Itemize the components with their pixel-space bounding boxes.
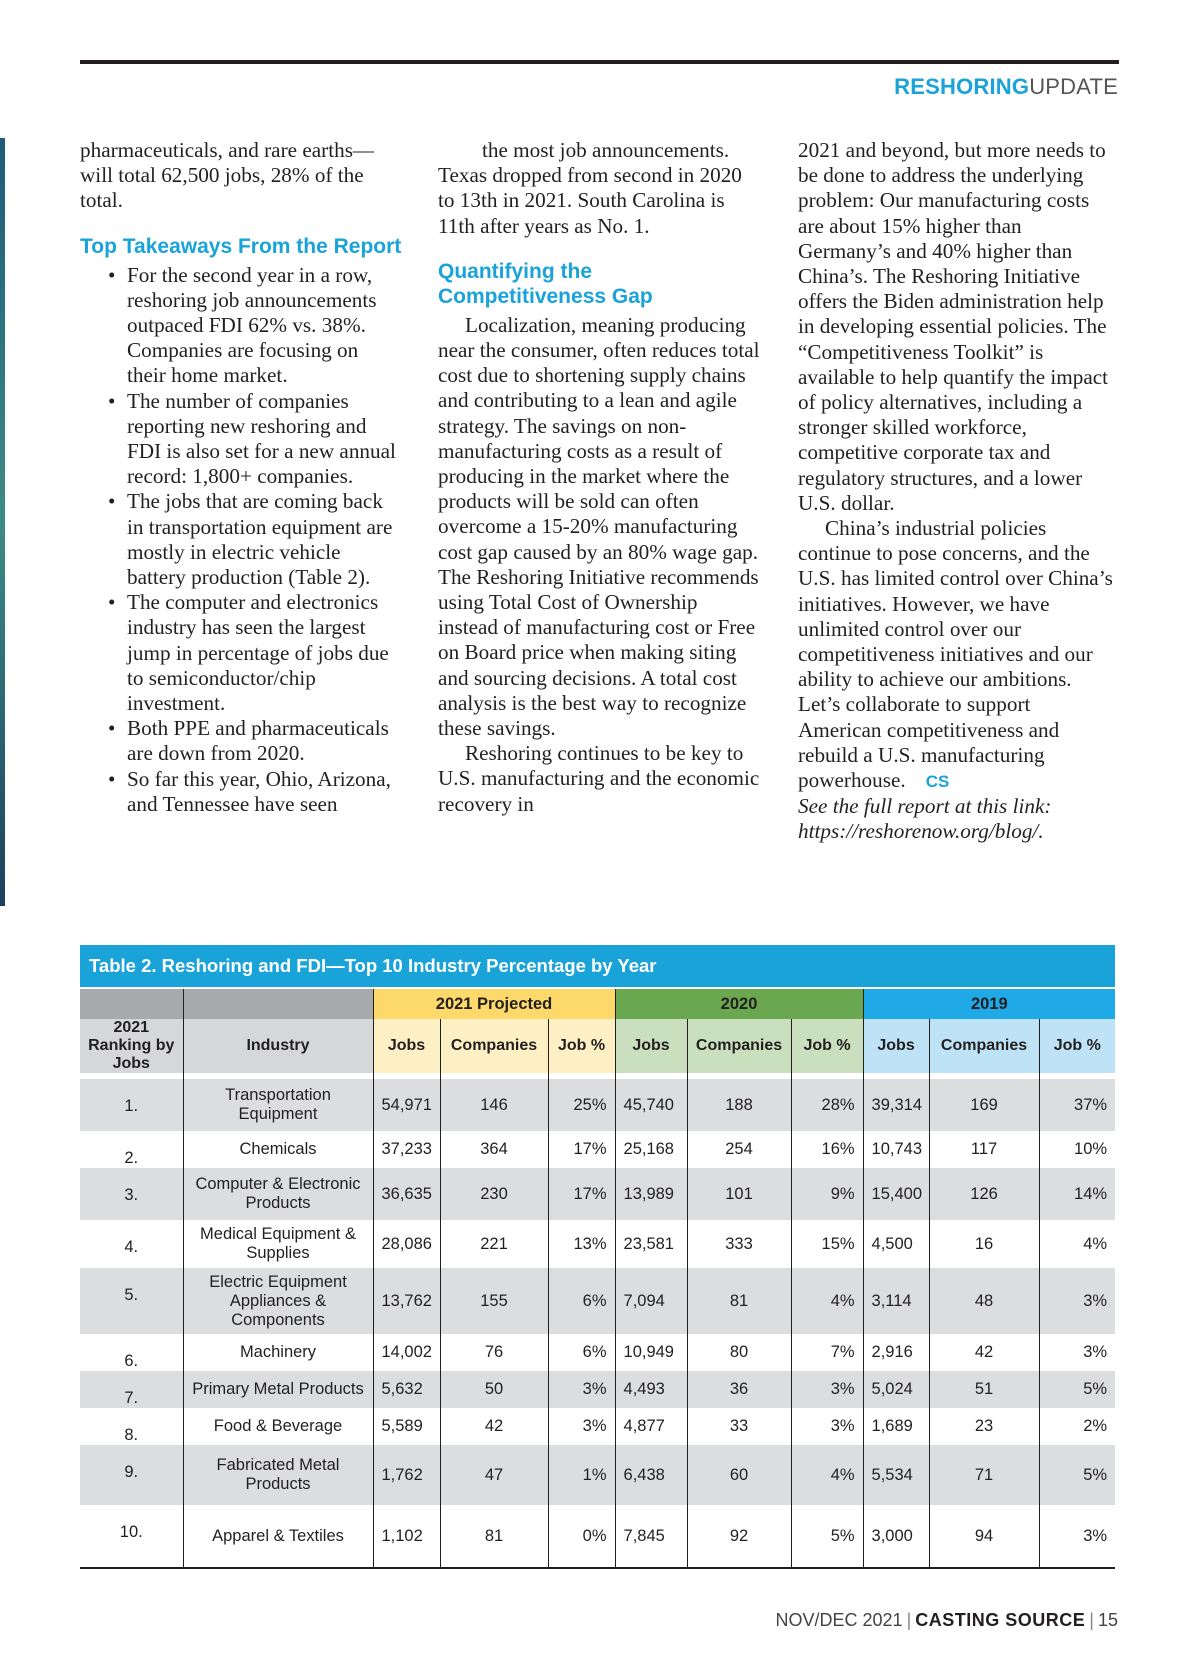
companies-cell: 230 [440, 1168, 548, 1220]
article-column-3 [798, 138, 1118, 845]
footer-separator: | [906, 1610, 912, 1630]
job-pct-cell: 16% [791, 1131, 863, 1168]
jobs-cell: 45,740 [615, 1079, 687, 1131]
companies-cell: 23 [929, 1408, 1039, 1445]
jobs-cell: 10,743 [863, 1131, 929, 1168]
job-pct-cell: 25% [548, 1079, 615, 1131]
jobs-cell: 39,314 [863, 1079, 929, 1131]
jobs-cell: 4,493 [615, 1371, 687, 1408]
job-pct-cell: 17% [548, 1131, 615, 1168]
page-edge-photo-strip [0, 138, 5, 906]
job-pct-cell: 0% [548, 1505, 615, 1567]
industry-cell: Medical Equipment & Supplies [183, 1220, 373, 1268]
companies-cell: 81 [440, 1505, 548, 1567]
industry-cell: Transportation Equipment [183, 1079, 373, 1131]
job-pct-cell: 13% [548, 1220, 615, 1268]
companies-cell: 60 [687, 1445, 791, 1505]
end-mark: CS [925, 772, 950, 792]
takeaway-item: • The computer and electronics industry has seen the largest jump in percentage of jobs due to semiconductor/chip investment. [80, 590, 402, 716]
article-column-1 [80, 138, 402, 817]
table-bottom-rule [80, 1567, 1115, 1569]
companies-cell: 76 [440, 1334, 548, 1371]
job-pct-cell: 6% [548, 1268, 615, 1334]
jobs-cell: 6,438 [615, 1445, 687, 1505]
column2-paragraph-2: Reshoring continues to be key to U.S. manufacturing and the economic recovery in [438, 741, 760, 816]
job-pct-cell: 4% [791, 1445, 863, 1505]
rank-cell: 3. [80, 1168, 183, 1220]
companies-cell: 333 [687, 1220, 791, 1268]
industry-cell: Food & Beverage [183, 1408, 373, 1445]
job-pct-cell: 5% [791, 1505, 863, 1567]
takeaway-item: • The jobs that are coming back in transportation equipment are mostly in electric vehicle battery production (Table 2). [80, 489, 402, 590]
jobs-cell: 1,102 [373, 1505, 440, 1567]
jobs-cell: 1,762 [373, 1445, 440, 1505]
companies-cell: 51 [929, 1371, 1039, 1408]
takeaway-item: • The number of companies reporting new reshoring and FDI is also set for a new annual record: 1,800+ companies. [80, 389, 402, 490]
industry-cell: Fabricated Metal Products [183, 1445, 373, 1505]
jobs-cell: 54,971 [373, 1079, 440, 1131]
industry-cell: Computer & Electronic Products [183, 1168, 373, 1220]
jobs-cell: 1,689 [863, 1408, 929, 1445]
jobs-cell: 4,500 [863, 1220, 929, 1268]
table-row [80, 1371, 1115, 1408]
rank-cell: 8. [80, 1408, 183, 1445]
takeaway-item: • Both PPE and pharmaceuticals are down from 2020. [80, 716, 402, 766]
companies-cell: 94 [929, 1505, 1039, 1567]
job-pct-cell: 5% [1039, 1371, 1115, 1408]
column3-paragraph-2 [798, 516, 1118, 794]
magazine-name: CASTING SOURCE [915, 1610, 1086, 1630]
section-label-light: UPDATE [1029, 74, 1118, 99]
footer-separator: | [1089, 1610, 1094, 1630]
group-2019: 2019 [863, 989, 1115, 1019]
group-header-row [80, 989, 1115, 1019]
companies-cell: 50 [440, 1371, 548, 1408]
subhead-top-takeaways: Top Takeaways From the Report [80, 234, 402, 258]
companies-cell: 42 [440, 1408, 548, 1445]
jobs-cell: 3,114 [863, 1268, 929, 1334]
companies-cell: 254 [687, 1131, 791, 1168]
rank-cell: 5. [80, 1268, 183, 1334]
group-blank [183, 989, 373, 1019]
table-row [80, 1220, 1115, 1268]
companies-header: Companies [929, 1019, 1039, 1073]
companies-cell: 117 [929, 1131, 1039, 1168]
companies-cell: 188 [687, 1079, 791, 1131]
table-row [80, 1334, 1115, 1371]
report-note-line-1: See the full report at this link: [798, 794, 1052, 819]
table-title: Table 2. Reshoring and FDI—Top 10 Industry Percentage by Year [80, 945, 1115, 987]
job-pct-header: Job % [791, 1019, 863, 1073]
group-2020: 2020 [615, 989, 863, 1019]
job-pct-cell: 3% [548, 1408, 615, 1445]
companies-cell: 155 [440, 1268, 548, 1334]
jobs-cell: 28,086 [373, 1220, 440, 1268]
rank-cell: 9. [80, 1445, 183, 1505]
jobs-header: Jobs [615, 1019, 687, 1073]
job-pct-cell: 3% [1039, 1268, 1115, 1334]
issue-date: NOV/DEC 2021 [775, 1610, 903, 1630]
table-row [80, 1505, 1115, 1567]
table-row [80, 1168, 1115, 1220]
job-pct-header: Job % [1039, 1019, 1115, 1073]
jobs-cell: 36,635 [373, 1168, 440, 1220]
job-pct-cell: 6% [548, 1334, 615, 1371]
companies-cell: 169 [929, 1079, 1039, 1131]
page-footer [776, 1610, 1118, 1631]
companies-cell: 221 [440, 1220, 548, 1268]
report-link: https://reshorenow.org/blog/. [798, 819, 1044, 844]
table-row [80, 1408, 1115, 1445]
rank-header: 2021 Ranking by Jobs [80, 1019, 183, 1073]
group-blank [80, 989, 183, 1019]
job-pct-cell: 9% [791, 1168, 863, 1220]
jobs-cell: 5,589 [373, 1408, 440, 1445]
jobs-cell: 10,949 [615, 1334, 687, 1371]
jobs-cell: 13,989 [615, 1168, 687, 1220]
companies-cell: 33 [687, 1408, 791, 1445]
job-pct-cell: 4% [791, 1268, 863, 1334]
job-pct-cell: 17% [548, 1168, 615, 1220]
companies-cell: 81 [687, 1268, 791, 1334]
companies-cell: 80 [687, 1334, 791, 1371]
job-pct-cell: 2% [1039, 1408, 1115, 1445]
companies-cell: 47 [440, 1445, 548, 1505]
job-pct-cell: 1% [548, 1445, 615, 1505]
jobs-cell: 13,762 [373, 1268, 440, 1334]
job-pct-cell: 5% [1039, 1445, 1115, 1505]
jobs-cell: 37,233 [373, 1131, 440, 1168]
rank-cell: 2. [80, 1131, 183, 1168]
column1-lead: pharmaceuticals, and rare earths—will total 62,500 jobs, 28% of the total. [80, 138, 375, 213]
jobs-cell: 7,094 [615, 1268, 687, 1334]
companies-cell: 92 [687, 1505, 791, 1567]
industry-cell: Electric Equipment Appliances & Components [183, 1268, 373, 1334]
jobs-cell: 23,581 [615, 1220, 687, 1268]
jobs-cell: 25,168 [615, 1131, 687, 1168]
group-2021: 2021 Projected [373, 989, 615, 1019]
job-pct-cell: 7% [791, 1334, 863, 1371]
rank-cell: 6. [80, 1334, 183, 1371]
industry-header: Industry [183, 1019, 373, 1073]
takeaway-item: • So far this year, Ohio, Arizona, and Tennessee have seen [80, 767, 402, 817]
companies-cell: 146 [440, 1079, 548, 1131]
companies-header: Companies [440, 1019, 548, 1073]
table-row [80, 1268, 1115, 1334]
job-pct-cell: 37% [1039, 1079, 1115, 1131]
job-pct-cell: 3% [791, 1408, 863, 1445]
industry-cell: Chemicals [183, 1131, 373, 1168]
rank-cell: 1. [80, 1079, 183, 1131]
jobs-cell: 5,632 [373, 1371, 440, 1408]
jobs-cell: 4,877 [615, 1408, 687, 1445]
companies-cell: 36 [687, 1371, 791, 1408]
section-label [894, 74, 1118, 100]
column2-lead: the most job announcements. Texas dropped from second in 2020 to 13th in 2021. South Carolina is 11th after years as No. 1. [438, 138, 742, 238]
jobs-cell: 5,024 [863, 1371, 929, 1408]
takeaway-item: • For the second year in a row, reshoring job announcements outpaced FDI 62% vs. 38%. Companies are focusing on their home market. [80, 263, 402, 389]
job-pct-cell: 3% [1039, 1505, 1115, 1567]
jobs-cell: 7,845 [615, 1505, 687, 1567]
companies-cell: 101 [687, 1168, 791, 1220]
companies-cell: 48 [929, 1268, 1039, 1334]
companies-cell: 16 [929, 1220, 1039, 1268]
companies-cell: 126 [929, 1168, 1039, 1220]
table-row [80, 1445, 1115, 1505]
page-number: 15 [1097, 1610, 1118, 1630]
section-label-bold: RESHORING [894, 74, 1030, 99]
job-pct-cell: 3% [791, 1371, 863, 1408]
companies-cell: 364 [440, 1131, 548, 1168]
companies-cell: 71 [929, 1445, 1039, 1505]
jobs-cell: 3,000 [863, 1505, 929, 1567]
job-pct-header: Job % [548, 1019, 615, 1073]
top-rule [80, 60, 1119, 64]
industry-cell: Machinery [183, 1334, 373, 1371]
takeaways-list [80, 263, 402, 817]
table-row [80, 1131, 1115, 1168]
table-row [80, 1079, 1115, 1131]
job-pct-cell: 3% [1039, 1334, 1115, 1371]
jobs-cell: 2,916 [863, 1334, 929, 1371]
article-column-2 [438, 138, 762, 817]
jobs-cell: 14,002 [373, 1334, 440, 1371]
job-pct-cell: 15% [791, 1220, 863, 1268]
job-pct-cell: 10% [1039, 1131, 1115, 1168]
rank-cell: 7. [80, 1371, 183, 1408]
jobs-header: Jobs [863, 1019, 929, 1073]
jobs-cell: 5,534 [863, 1445, 929, 1505]
column3-paragraph-1: 2021 and beyond, but more needs to be done to address the underlying problem: Our manufacturing costs are about 15% higher than Germany’s and 40% higher than China’s. The Reshoring Initiative offers the Biden administration help in developing essential policies. The “Competitiveness Toolkit” is available to help quantify the impact of policy alternatives, including a stronger skilled workforce, competitive corporate tax and regulatory structures, and a lower U.S. dollar. [798, 138, 1109, 515]
job-pct-cell: 14% [1039, 1168, 1115, 1220]
job-pct-cell: 28% [791, 1079, 863, 1131]
rank-cell: 10. [80, 1505, 183, 1567]
job-pct-cell: 3% [548, 1371, 615, 1408]
companies-header: Companies [687, 1019, 791, 1073]
table-body [80, 1079, 1115, 1567]
column3-paragraph-2-text: China’s industrial policies continue to pose concerns, and the U.S. has limited control over China’s initiatives. However, we have unlimited control over our competitiveness initiatives and our ability to achieve our ambitions. Let’s collaborate to support American competitiveness and rebuild a U.S. manufacturing powerhouse. [798, 516, 1113, 793]
jobs-header: Jobs [373, 1019, 440, 1073]
data-table [80, 989, 1115, 1567]
job-pct-cell: 4% [1039, 1220, 1115, 1268]
column-header-row [80, 1019, 1115, 1073]
industry-cell: Apparel & Textiles [183, 1505, 373, 1567]
subhead-competitiveness-gap: Quantifying the Competitiveness Gap [438, 259, 653, 308]
rank-cell: 4. [80, 1220, 183, 1268]
industry-cell: Primary Metal Products [183, 1371, 373, 1408]
companies-cell: 42 [929, 1334, 1039, 1371]
industry-table [80, 945, 1115, 1569]
column2-paragraph-1: Localization, meaning producing near the consumer, often reduces total cost due to shortening supply chains and contributing to a lean and agile strategy. The savings on non-manufacturing costs as a result of producing in the market where the products will be sold can often overcome a 15-20% manufacturing cost gap caused by an 80% wage gap. The Reshoring Initiative recommends using Total Cost of Ownership instead of manufacturing cost or Free on Board price when making siting and sourcing decisions. A total cost analysis is the best way to recognize these savings. [438, 312, 760, 741]
jobs-cell: 15,400 [863, 1168, 929, 1220]
